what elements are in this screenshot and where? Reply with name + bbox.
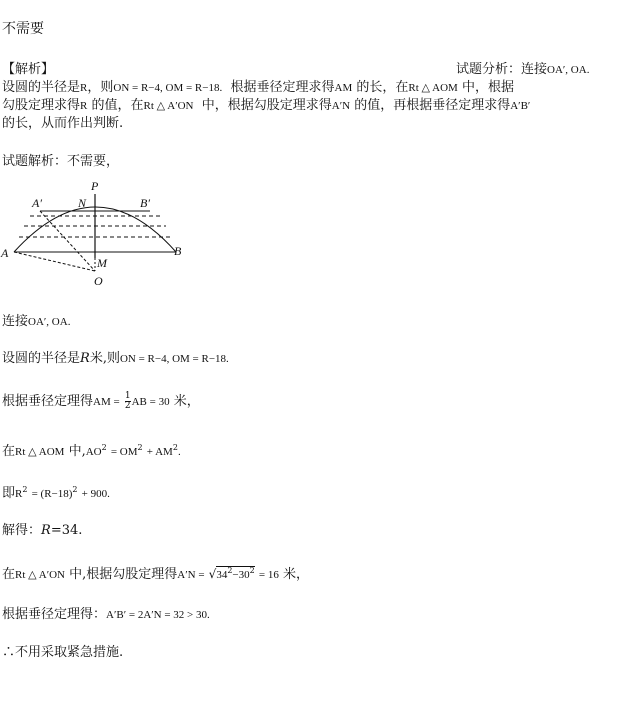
- tri-b: Rt △ AOM: [15, 446, 65, 458]
- analysis-l1-f: AM: [334, 82, 353, 94]
- solution-equation: [2, 482, 110, 501]
- fraction-one-half: [125, 392, 131, 411]
- tri-a: 在: [2, 444, 16, 459]
- an-j: 米，: [282, 567, 309, 582]
- sqrt-body: [216, 566, 254, 582]
- am-d: 米，: [173, 394, 200, 409]
- label-a: A: [1, 246, 9, 260]
- analysis-l1-d: ON = R−4, OM = R−18.: [113, 82, 223, 94]
- eq-a: 即: [2, 486, 16, 501]
- analysis-l1-c: ，则: [87, 80, 114, 95]
- analysis-l2-e: 中，根据勾股定理求得: [201, 98, 332, 113]
- solution-connect: [2, 310, 70, 329]
- tri-c: 中,: [68, 444, 86, 459]
- fraction-numerator: 1: [124, 391, 131, 401]
- ab-b: A′B′ = 2A′N = 32 > 30.: [106, 609, 210, 621]
- an-g: −30: [232, 569, 250, 581]
- label-a-prime: A′: [32, 196, 42, 210]
- analysis-l1-b: R: [80, 82, 88, 94]
- analysis-right-heading-text: 试题分析：连接: [456, 62, 548, 77]
- an-b: Rt △ A′ON: [15, 569, 65, 581]
- solve-a: 解得：: [2, 523, 42, 538]
- eq-c: 2: [22, 485, 28, 494]
- solution-ab-prime: [2, 603, 210, 622]
- label-o: O: [94, 274, 103, 288]
- label-b: B: [174, 244, 182, 258]
- an-i: = 16: [258, 569, 279, 581]
- radius-d: ON = R−4, OM = R−18.: [119, 353, 229, 365]
- label-m: M: [97, 256, 107, 270]
- radius-a: 设圆的半径是: [2, 351, 81, 366]
- analysis-l2-a: 勾股定理求得: [2, 98, 81, 113]
- label-n: N: [78, 196, 87, 210]
- analysis-heading: 【解析】: [2, 62, 55, 77]
- solution-conclusion: ∴不用采取紧急措施.: [2, 645, 124, 660]
- solution-triangle-aon: [2, 563, 309, 582]
- analysis-right-heading: [456, 58, 589, 77]
- analysis-l1-i: 中，根据: [461, 80, 514, 95]
- analysis-l1-e: 根据垂径定理求得: [230, 80, 335, 95]
- analysis-right-heading-math: OA′, OA.: [547, 64, 590, 76]
- label-p: P: [91, 179, 99, 193]
- analysis-l2-d: Rt △ A′ON: [143, 100, 194, 112]
- tri-g: 2: [137, 443, 143, 452]
- eq-b: R: [15, 488, 23, 500]
- an-c: 中,根据勾股定理得: [69, 567, 178, 582]
- segment-ao: [14, 252, 95, 271]
- tri-f: = OM: [110, 446, 138, 458]
- sqrt-sign: √: [208, 567, 217, 581]
- analysis-l2-f: A′N: [331, 100, 351, 112]
- analysis-line-2: [2, 94, 530, 113]
- an-f: 2: [227, 566, 233, 575]
- an-d: A′N =: [177, 569, 205, 581]
- fraction-denominator: 2: [124, 401, 131, 411]
- solve-c: =34.: [50, 523, 83, 538]
- am-c: AB = 30: [131, 396, 170, 408]
- analysis-l1-h: Rt △ AOM: [408, 82, 458, 94]
- solution-radius: [2, 347, 229, 366]
- tri-j: .: [177, 446, 181, 458]
- eq-d: = (R−18): [31, 488, 73, 500]
- radius-b: R: [80, 351, 90, 366]
- circle-segment-diagram: [0, 175, 200, 290]
- analysis-l2-h: A′B′: [510, 100, 531, 112]
- solution-solve: [2, 519, 82, 538]
- tri-h: + AM: [146, 446, 173, 458]
- am-a: 根据垂径定理得: [2, 394, 94, 409]
- connect-text: 连接: [2, 314, 29, 329]
- label-b-prime: B′: [140, 196, 150, 210]
- solution-intro: 试题解析：不需要，: [2, 154, 120, 169]
- tri-i: 2: [172, 443, 178, 452]
- ab-a: 根据垂径定理得：: [2, 607, 107, 622]
- tri-d: AO: [85, 446, 102, 458]
- tri-e: 2: [101, 443, 107, 452]
- analysis-l2-b: R: [80, 100, 88, 112]
- an-e: 34: [216, 569, 228, 581]
- analysis-l2-g: 的值，再根据垂径定理求得: [354, 98, 511, 113]
- segment-a-prime-o: [40, 211, 95, 271]
- analysis-l2-c: 的值，在: [91, 98, 144, 113]
- analysis-l1-g: 的长，在: [356, 80, 409, 95]
- solution-am: [2, 390, 200, 411]
- radius-c: 米,则: [89, 351, 120, 366]
- connect-math: OA′, OA.: [28, 316, 71, 328]
- am-b: AM =: [93, 396, 120, 408]
- analysis-line-1: [2, 76, 514, 95]
- analysis-line-3: 的长，从而作出判断.: [2, 116, 124, 131]
- analysis-l1-a: 设圆的半径是: [2, 80, 81, 95]
- eq-f: + 900.: [81, 488, 110, 500]
- answer-text: 不需要: [2, 21, 44, 37]
- an-h: 2: [249, 566, 255, 575]
- solution-triangle-aom: [2, 440, 181, 459]
- eq-e: 2: [72, 485, 78, 494]
- an-a: 在: [2, 567, 16, 582]
- solve-b: R: [41, 523, 51, 538]
